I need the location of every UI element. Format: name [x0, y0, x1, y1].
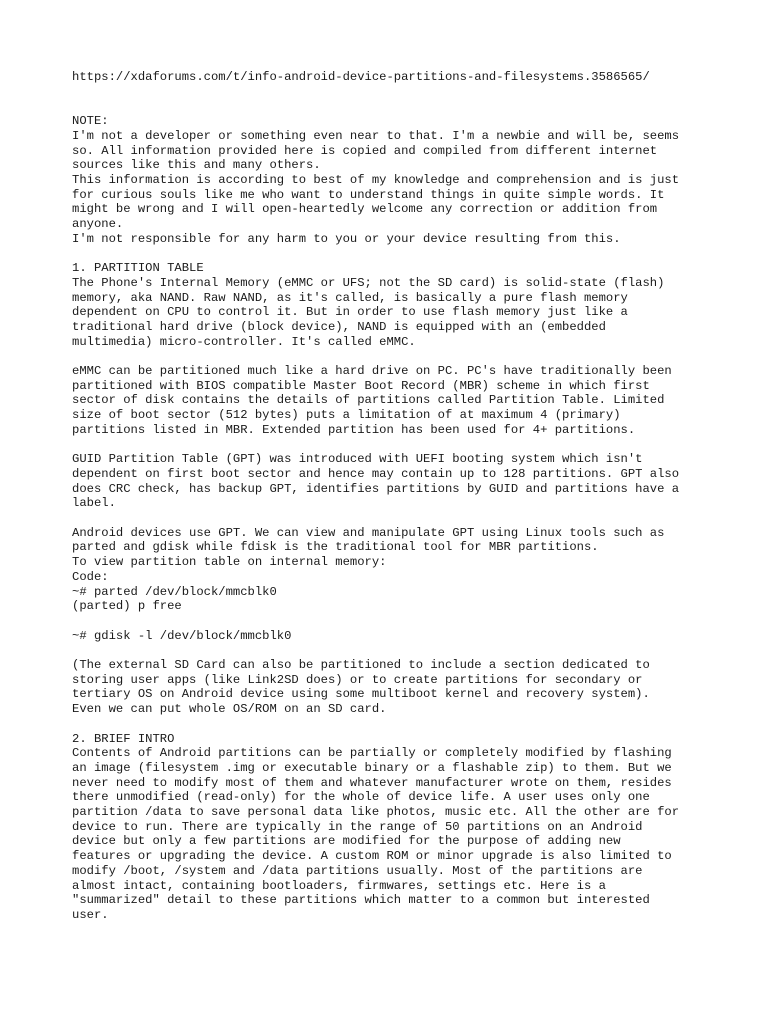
text-line: eMMC can be partitioned much like a hard drive on PC. PC's have traditionally been — [72, 364, 672, 379]
text-line: sources like this and many others. — [72, 158, 321, 173]
text-line: NOTE: — [72, 114, 109, 129]
text-line: features or upgrading the device. A custom ROM or minor upgrade is also limited to — [72, 849, 672, 864]
text-line: This information is according to best of my knowledge and comprehension and is just — [72, 172, 680, 187]
text-line — [72, 246, 708, 261]
text-line: 2. BRIEF INTRO — [72, 731, 175, 746]
text-line: To view partition table on internal memory: — [72, 555, 387, 570]
text-line: dependent on first boot sector and hence may contain up to 128 partitions. GPT also — [72, 466, 680, 481]
text-line: ~# gdisk -l /dev/block/mmcblk0 — [72, 628, 292, 643]
text-line: GUID Partition Table (GPT) was introduced with UEFI booting system which isn't — [72, 452, 643, 467]
text-line: (The external SD Card can also be partitioned to include a section dedicated to — [72, 658, 650, 673]
text-line: parted and gdisk while fdisk is the traditional tool for MBR partitions. — [72, 540, 599, 555]
text-line: Contents of Android partitions can be partially or completely modified by flashing — [72, 746, 672, 761]
text-line: 1. PARTITION TABLE — [72, 261, 204, 276]
text-line: sector of disk contains the details of partitions called Partition Table. Limited — [72, 393, 665, 408]
text-line: anyone. — [72, 217, 124, 232]
text-line — [72, 643, 708, 658]
text-line: label. — [72, 496, 116, 511]
text-line: partitioned with BIOS compatible Master Boot Record (MBR) scheme in which first — [72, 378, 650, 393]
text-line: traditional hard drive (block device), NAND is equipped with an (embedded — [72, 319, 606, 334]
text-line: tertiary OS on Android device using some multiboot kernel and recovery system). — [72, 687, 650, 702]
text-line: memory, aka NAND. Raw NAND, as it's called, is basically a pure flash memory — [72, 290, 628, 305]
text-line: size of boot sector (512 bytes) puts a limitation of at maximum 4 (primary) — [72, 408, 621, 423]
text-line — [72, 438, 708, 453]
text-line: modify /boot, /system and /data partitions usually. Most of the partitions are — [72, 863, 643, 878]
text-line: Code: — [72, 569, 109, 584]
text-line: device to run. There are typically in the range of 50 partitions on an Android — [72, 819, 643, 834]
source-url: https://xdaforums.com/t/info-android-device-partitions-and-filesystems.3586565/ — [72, 70, 650, 84]
text-line — [72, 349, 708, 364]
text-line: might be wrong and I will open-heartedly welcome any correction or addition from — [72, 202, 658, 217]
text-line — [72, 614, 708, 629]
text-line: for curious souls like me who want to understand things in quite simple words. It — [72, 187, 665, 202]
text-line: I'm not a developer or something even near to that. I'm a newbie and will be, seems — [72, 128, 680, 143]
text-line: The Phone's Internal Memory (eMMC or UFS; not the SD card) is solid-state (flash) — [72, 275, 665, 290]
text-line: never need to modify most of them and whatever manufacturer wrote on them, resides — [72, 775, 672, 790]
text-line: an image (filesystem .img or executable binary or a flashable zip) to them. But we — [72, 760, 672, 775]
document-body — [72, 114, 708, 923]
text-line: I'm not responsible for any harm to you or your device resulting from this. — [72, 231, 621, 246]
text-line: almost intact, containing bootloaders, firmwares, settings etc. Here is a — [72, 878, 606, 893]
text-line: storing user apps (like Link2SD does) or to create partitions for secondary or — [72, 672, 643, 687]
text-line: partitions listed in MBR. Extended partition has been used for 4+ partitions. — [72, 422, 636, 437]
text-line: dependent on CPU to control it. But in order to use flash memory just like a — [72, 305, 628, 320]
text-line — [72, 717, 708, 732]
text-line: there unmodified (read-only) for the whole of device life. A user uses only one — [72, 790, 650, 805]
text-line — [72, 511, 708, 526]
text-line: so. All information provided here is copied and compiled from different internet — [72, 143, 658, 158]
text-line: Even we can put whole OS/ROM on an SD card. — [72, 702, 387, 717]
url-spacer — [72, 85, 708, 114]
text-line: (parted) p free — [72, 599, 182, 614]
text-line: does CRC check, has backup GPT, identifies partitions by GUID and partitions have a — [72, 481, 680, 496]
text-line: Android devices use GPT. We can view and manipulate GPT using Linux tools such as — [72, 525, 665, 540]
text-line: "summarized" detail to these partitions which matter to a common but interested — [72, 893, 650, 908]
text-line: multimedia) micro-controller. It's called eMMC. — [72, 334, 416, 349]
text-line: device but only a few partitions are modified for the purpose of adding new — [72, 834, 621, 849]
text-line: ~# parted /dev/block/mmcblk0 — [72, 584, 277, 599]
text-line: partition /data to save personal data like photos, music etc. All the other are for — [72, 805, 680, 820]
text-line: user. — [72, 907, 109, 922]
